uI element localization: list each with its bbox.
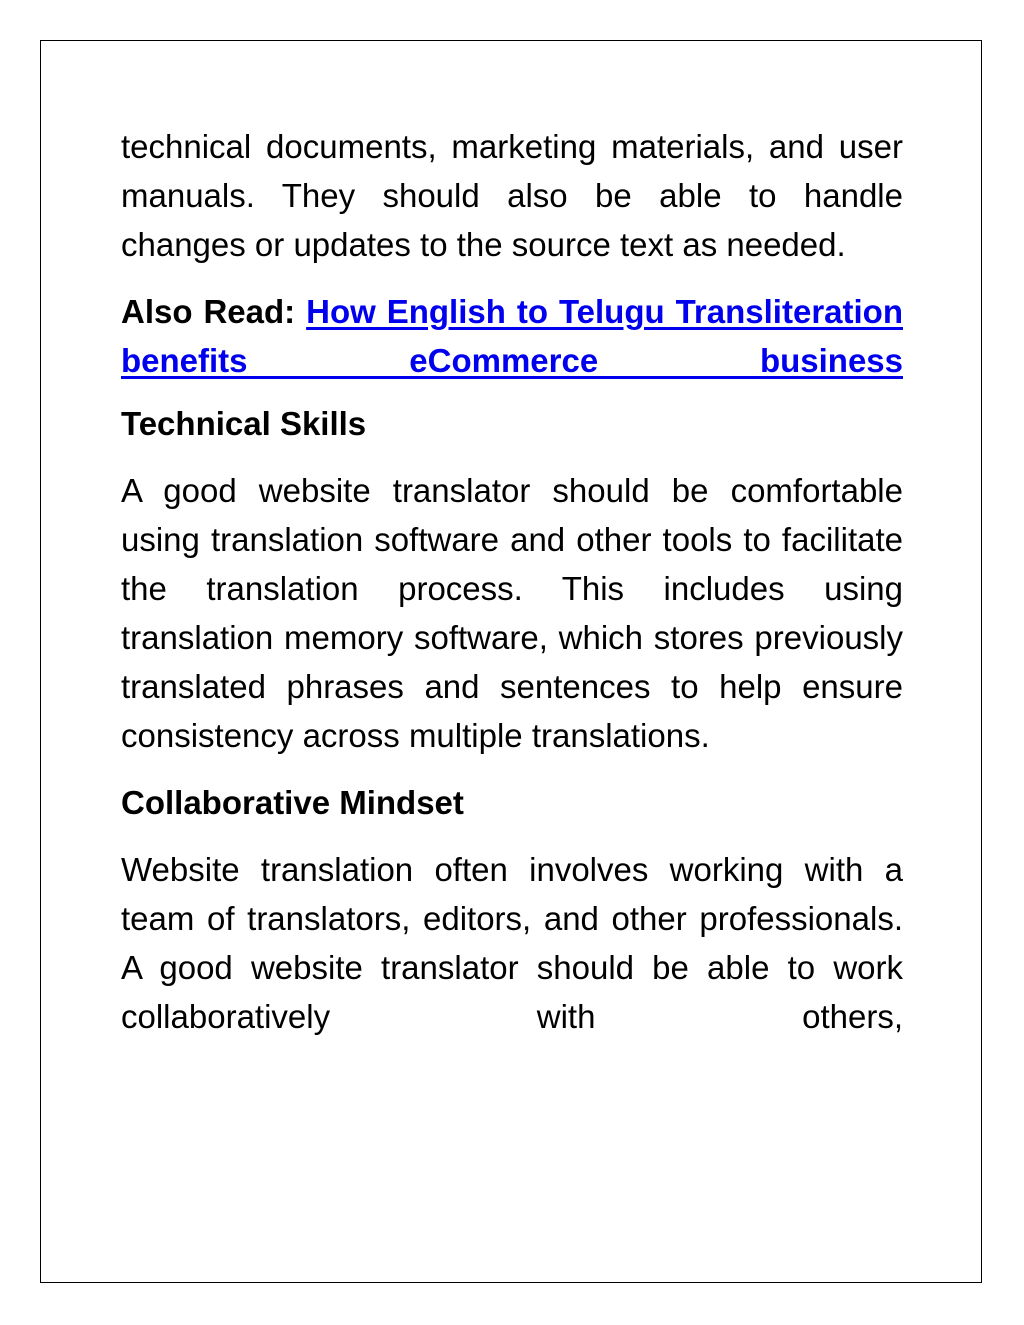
- paragraph-technical-skills: A good website translator should be comfortable using translation software and other tools to facilitate the translation process. This includes using translation memory software, which stores previously translated phrases and sentences to help ensure consistency across multiple translations.: [121, 472, 903, 754]
- also-read: [121, 287, 903, 385]
- document-body: [121, 122, 903, 1059]
- also-read-label: Also Read:: [121, 293, 296, 330]
- heading-technical-skills: Technical Skills: [121, 405, 367, 442]
- paragraph-collaborative-mindset: Website translation often involves working with a team of translators, editors, and other professionals. A good website translator should be able to work collaboratively with others,: [121, 851, 903, 1035]
- paragraph-intro: technical documents, marketing materials, and user manuals. They should also be able to handle changes or updates to the source text as needed.: [121, 128, 903, 263]
- heading-collaborative-mindset: Collaborative Mindset: [121, 784, 464, 821]
- also-read-link[interactable]: How English to Telugu Transliteration benefits eCommerce business: [121, 293, 903, 379]
